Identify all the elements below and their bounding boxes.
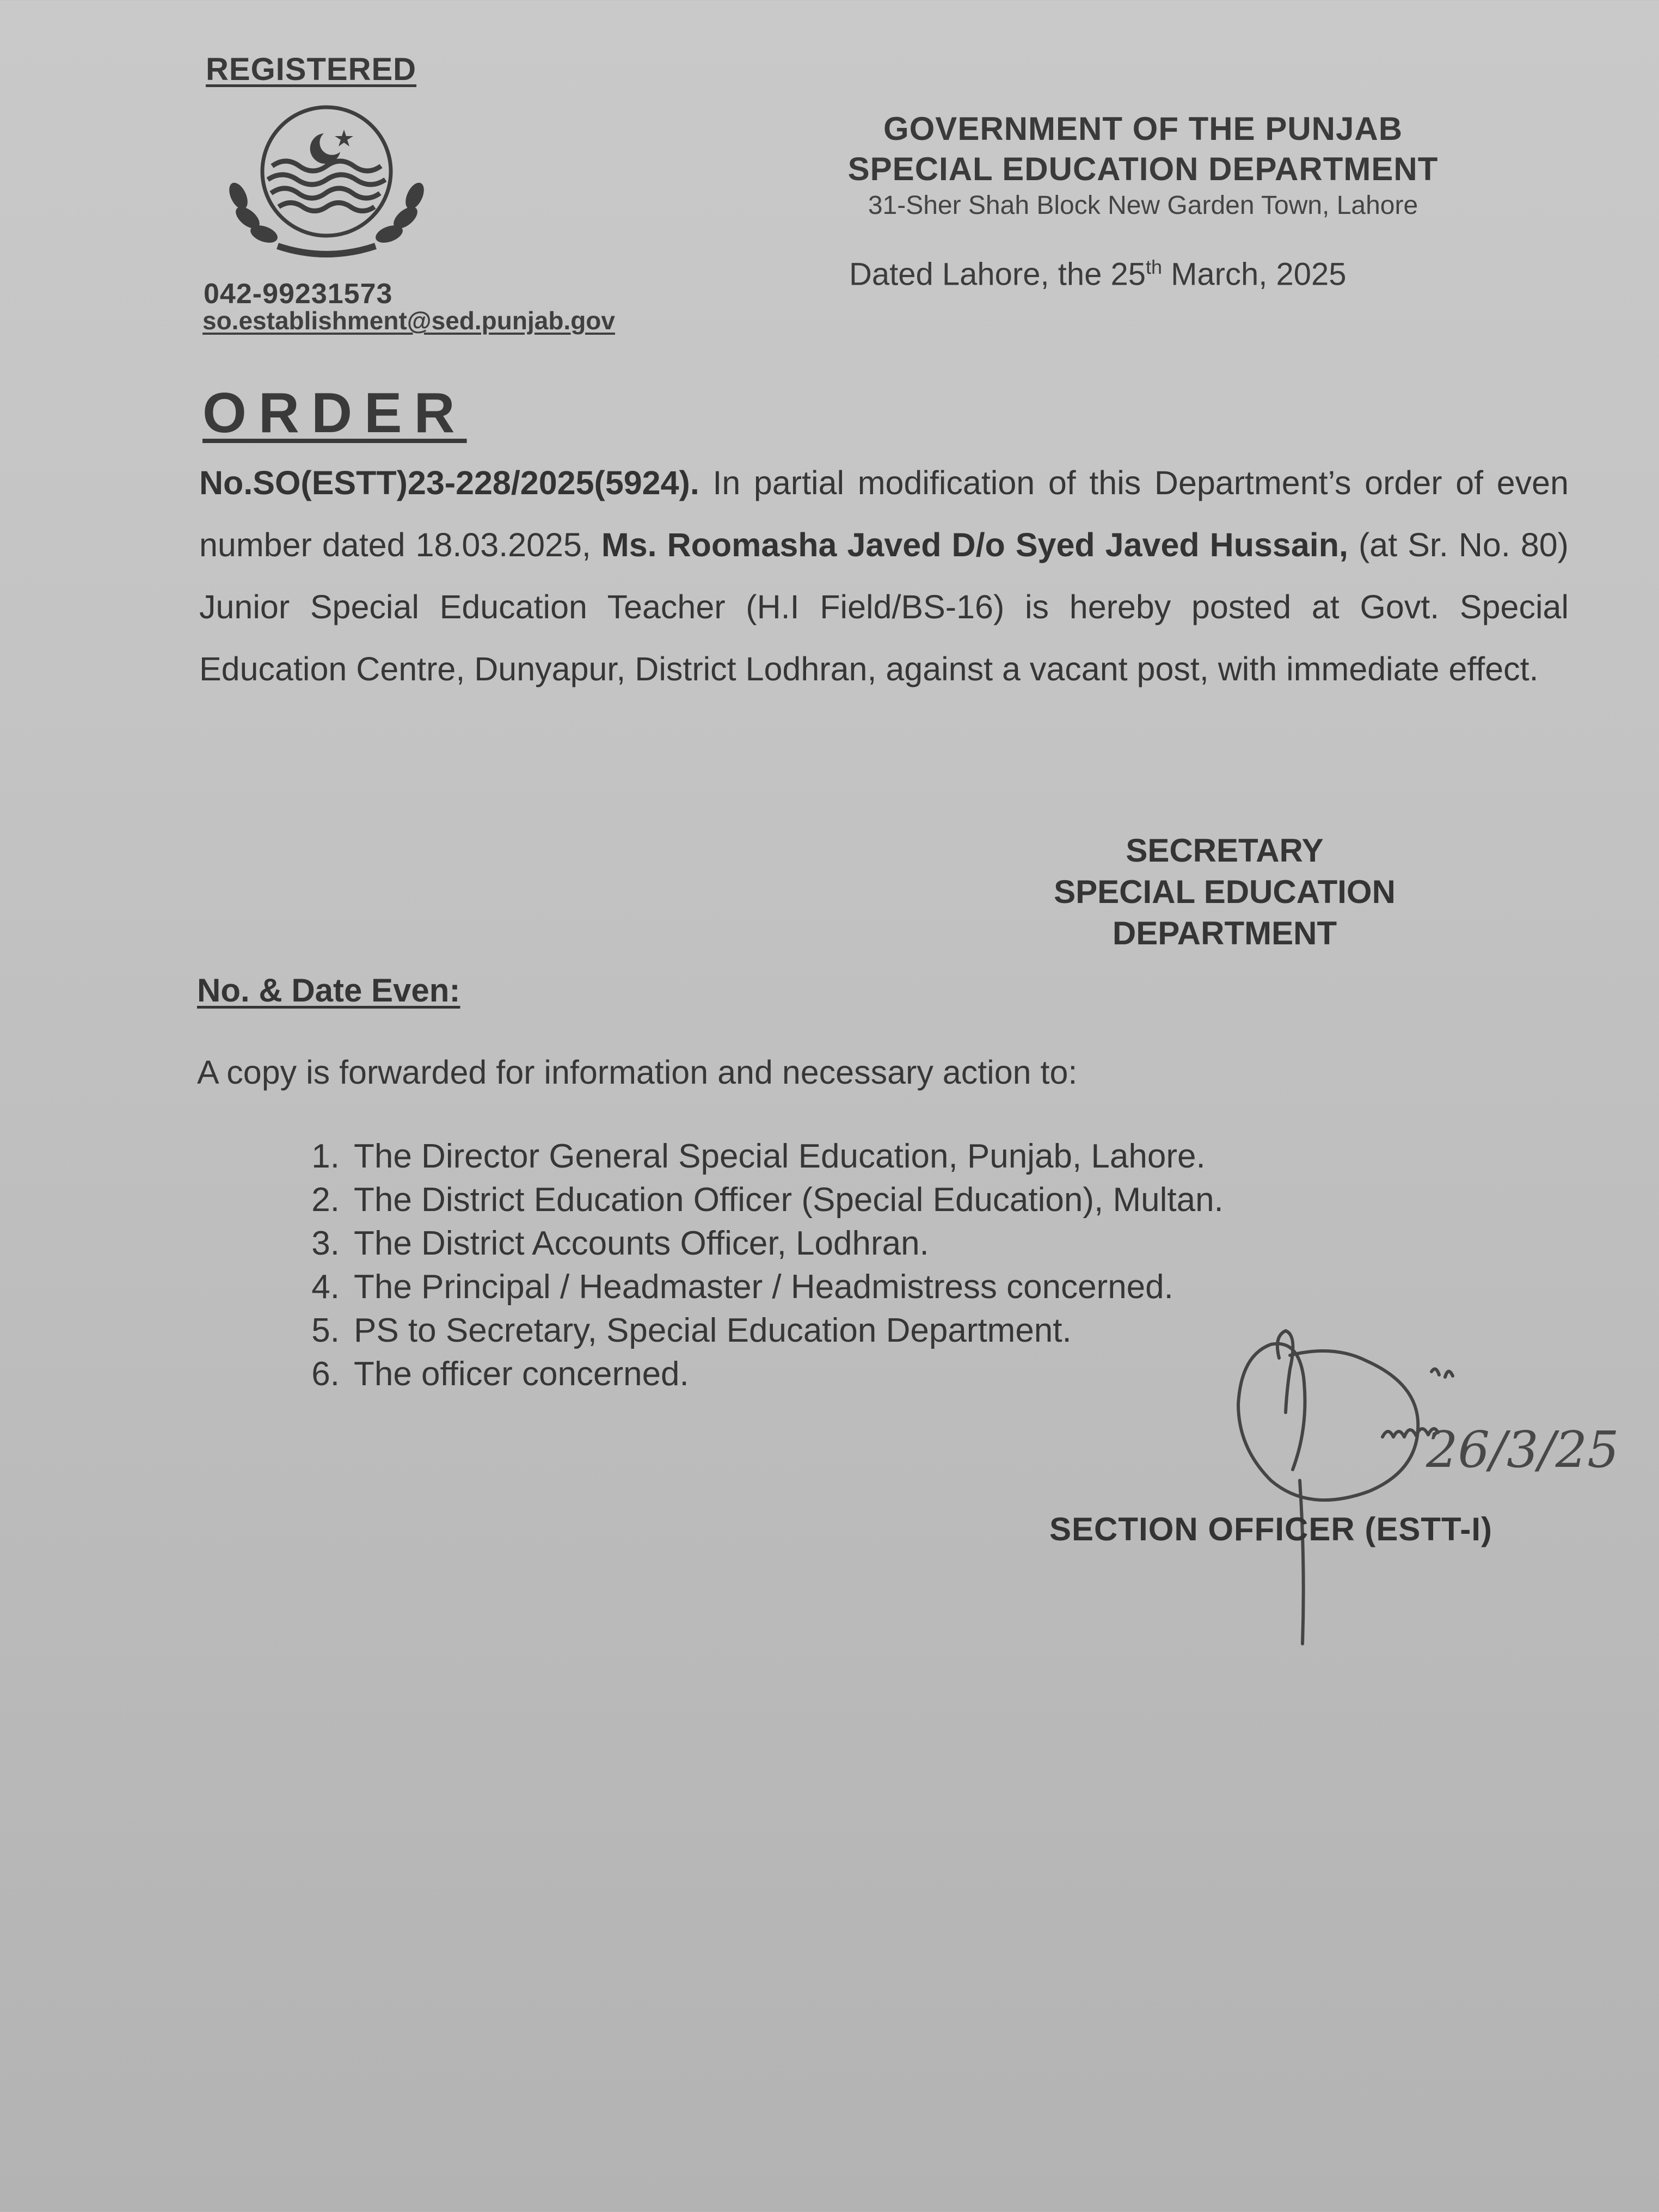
handwritten-date: 26/3/25 bbox=[1426, 1421, 1619, 1479]
recipient-list bbox=[294, 1135, 1224, 1396]
order-body bbox=[199, 452, 1569, 700]
order-title: ORDER bbox=[202, 382, 467, 445]
list-item-number: 5. bbox=[311, 1312, 340, 1349]
list-item bbox=[294, 1222, 1224, 1265]
list-item-text: PS to Secretary, Special Education Department. bbox=[354, 1312, 1072, 1349]
secretary-line-3: DEPARTMENT bbox=[1112, 915, 1337, 951]
department-address: 31-Sher Shah Block New Garden Town, Lahore bbox=[868, 191, 1418, 220]
order-number: No.SO(ESTT)23-228/2025(5924). bbox=[199, 464, 699, 501]
section-officer-title: SECTION OFFICER (ESTT-I) bbox=[1049, 1511, 1492, 1547]
secretary-line-2: SPECIAL EDUCATION bbox=[1054, 874, 1396, 910]
date-prefix: Dated Lahore, the 25 bbox=[849, 256, 1146, 292]
punjab-emblem-icon bbox=[218, 103, 435, 267]
date-line bbox=[849, 256, 1347, 292]
list-item-text: The Principal / Headmaster / Headmistress concerned. bbox=[354, 1268, 1173, 1306]
handwritten-signature bbox=[1170, 1295, 1659, 1676]
date-ordinal: th bbox=[1145, 256, 1162, 278]
list-item bbox=[294, 1178, 1224, 1222]
order-text-2: (at Sr. No. 80) Junior Special Education Teacher (H.I Field/BS-16) is hereby posted at Govt. Special Education Centre, Dunyapur, District Lodhran, against a vacant post, with immediate effect. bbox=[199, 526, 1569, 687]
employee-name: Ms. Roomasha Javed D/o Syed Javed Hussain, bbox=[601, 526, 1348, 563]
list-item-number: 3. bbox=[311, 1225, 340, 1262]
list-item-number: 4. bbox=[311, 1268, 340, 1306]
list-item-number: 1. bbox=[311, 1138, 340, 1175]
list-item-text: The Director General Special Education, Punjab, Lahore. bbox=[354, 1138, 1206, 1175]
list-item-text: The District Accounts Officer, Lodhran. bbox=[354, 1225, 929, 1262]
list-item bbox=[294, 1265, 1224, 1309]
secretary-signature-block bbox=[980, 830, 1470, 954]
email-address: so.establishment@sed.punjab.gov bbox=[202, 306, 615, 335]
order-text-1: In partial modification of this Department’s order of even number dated 18.03.2025, bbox=[199, 464, 1569, 563]
letterhead bbox=[806, 109, 1480, 222]
list-item-text: The officer concerned. bbox=[354, 1355, 689, 1393]
list-item bbox=[294, 1353, 1224, 1396]
date-suffix: March, 2025 bbox=[1162, 256, 1347, 292]
secretary-line-1: SECRETARY bbox=[1126, 832, 1324, 869]
copy-forward-intro: A copy is forwarded for information and necessary action to: bbox=[197, 1054, 1078, 1091]
registered-label: REGISTERED bbox=[206, 52, 417, 87]
list-item bbox=[294, 1135, 1224, 1178]
phone-number: 042-99231573 bbox=[204, 278, 393, 310]
list-item-number: 2. bbox=[311, 1181, 340, 1219]
government-name: GOVERNMENT OF THE PUNJAB bbox=[883, 110, 1403, 147]
list-item-text: The District Education Officer (Special Education), Multan. bbox=[354, 1181, 1224, 1219]
list-item-number: 6. bbox=[311, 1355, 340, 1393]
list-item bbox=[294, 1309, 1224, 1353]
department-name: SPECIAL EDUCATION DEPARTMENT bbox=[847, 151, 1439, 187]
no-date-even-heading: No. & Date Even: bbox=[197, 972, 460, 1009]
